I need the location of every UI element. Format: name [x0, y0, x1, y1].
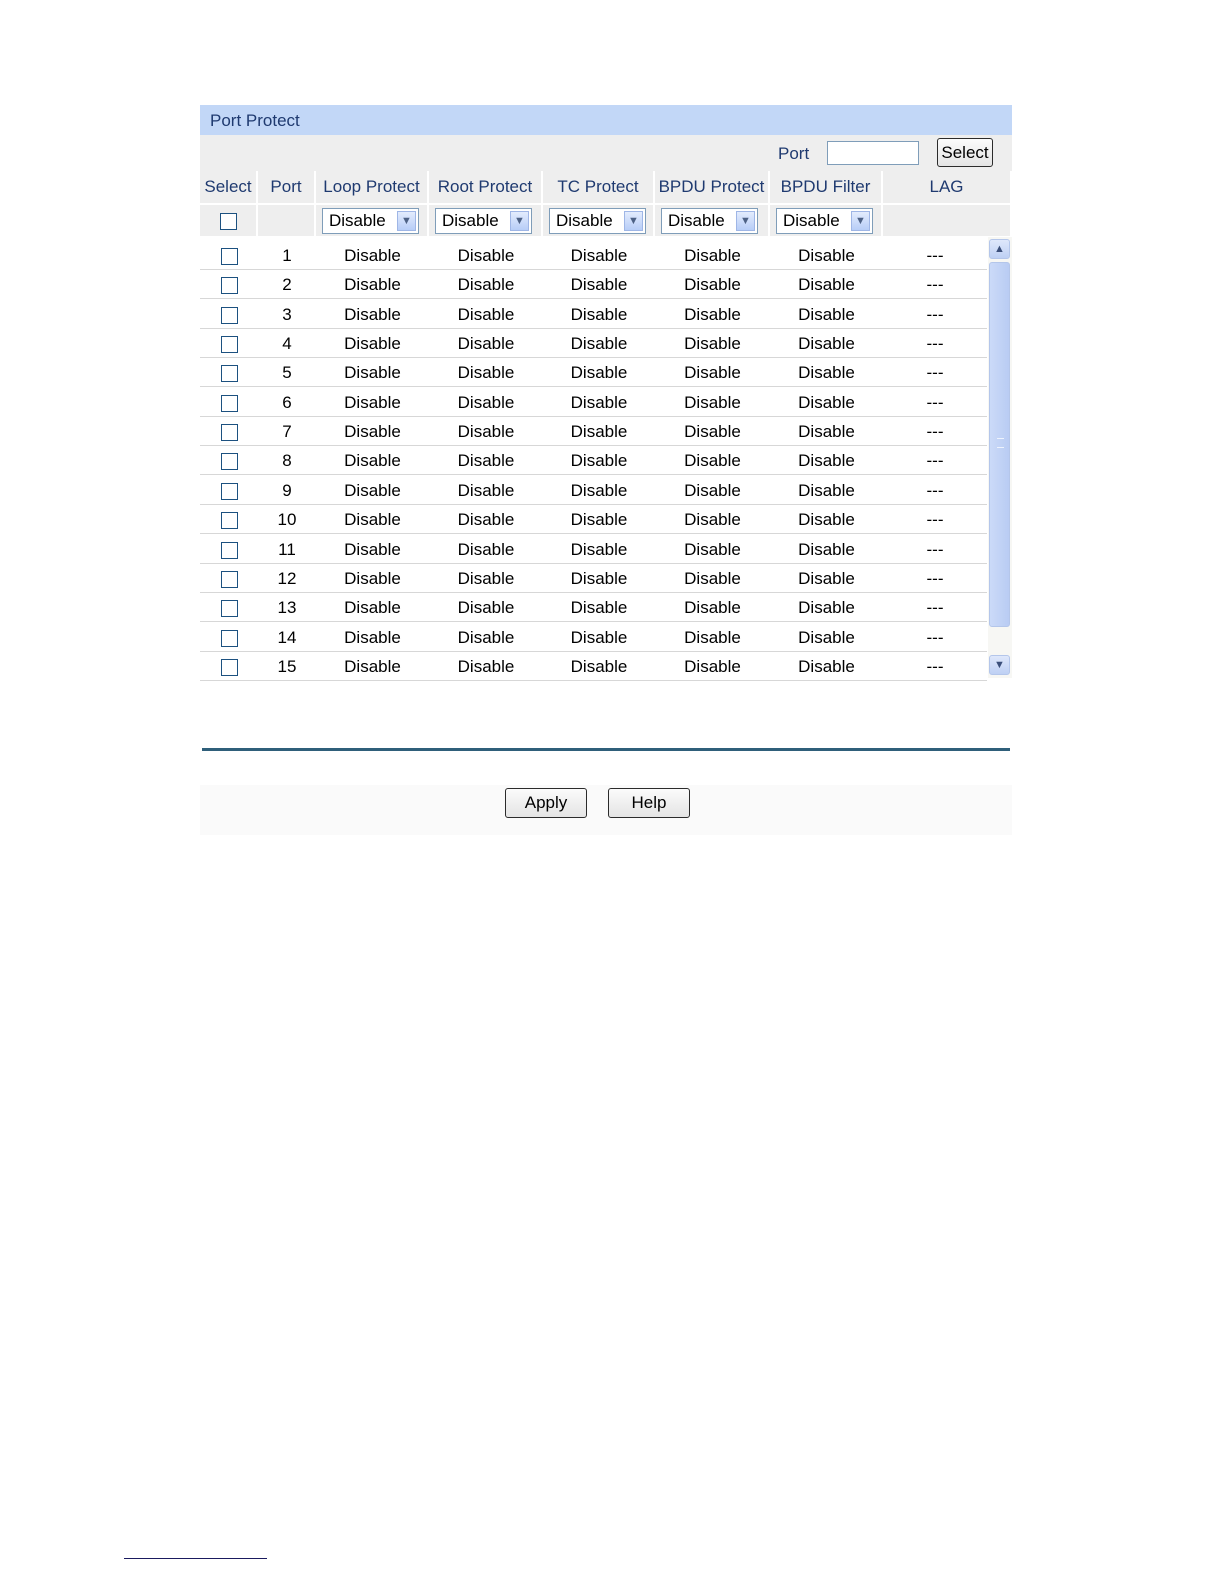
- port-search-input[interactable]: [827, 141, 919, 165]
- batch-dropdown[interactable]: [435, 208, 532, 234]
- table-cell: ---: [926, 246, 944, 265]
- table-cell: ---: [926, 363, 944, 383]
- table-cell: ---: [926, 334, 944, 354]
- row-select-cell: [200, 535, 258, 563]
- row-select-cell: [200, 329, 258, 357]
- row-checkbox[interactable]: [221, 600, 238, 617]
- grip-icon: [997, 438, 1004, 448]
- table-cell: Disable: [684, 363, 741, 383]
- batch-dropdown-value: Disable: [442, 211, 499, 230]
- table-cell: ---: [926, 422, 944, 442]
- row-checkbox[interactable]: [221, 453, 238, 470]
- column-header: TC Protect: [543, 171, 653, 203]
- table-cell: Disable: [570, 539, 628, 559]
- table-cell: ---: [926, 510, 944, 530]
- table-cell: ---: [926, 627, 944, 647]
- table-cell: Disable: [684, 568, 741, 588]
- table-cell: Disable: [344, 539, 401, 559]
- chevron-down-icon[interactable]: ▼: [624, 211, 643, 231]
- table-cell: Disable: [457, 363, 515, 383]
- table-cell: Disable: [344, 627, 401, 647]
- column-header: Root Protect: [429, 171, 541, 203]
- row-checkbox[interactable]: [221, 248, 238, 265]
- row-checkbox[interactable]: [221, 277, 238, 294]
- table-cell: Disable: [798, 510, 855, 530]
- action-bar: [200, 785, 1012, 835]
- table-row: [200, 652, 987, 681]
- table-cell: ---: [926, 304, 944, 324]
- table-row: [200, 623, 987, 652]
- table-cell: Disable: [570, 246, 628, 265]
- table-row: [200, 270, 987, 299]
- table-row: [200, 505, 987, 534]
- table-cell: ---: [926, 598, 944, 618]
- row-select-cell: [200, 358, 258, 386]
- table-cell: 3: [282, 304, 292, 324]
- batch-dropdown-value: Disable: [329, 211, 386, 230]
- table-cell: 13: [277, 598, 297, 618]
- table-cell: 2: [282, 275, 292, 295]
- table-cell: Disable: [570, 627, 628, 647]
- table-cell: 5: [282, 363, 292, 383]
- row-select-cell: [200, 446, 258, 474]
- port-protect-panel: [200, 105, 1012, 812]
- row-checkbox[interactable]: [221, 512, 238, 529]
- row-checkbox[interactable]: [221, 630, 238, 647]
- table-cell: Disable: [344, 304, 401, 324]
- table-cell: Disable: [344, 422, 401, 442]
- table-cell: Disable: [684, 275, 741, 295]
- table-cell: Disable: [570, 275, 628, 295]
- table-cell: Disable: [570, 480, 628, 500]
- table-cell: Disable: [798, 451, 855, 471]
- table-cell: Disable: [570, 422, 628, 442]
- row-select-cell: [200, 476, 258, 504]
- table-row: [200, 535, 987, 564]
- batch-dropdown[interactable]: [549, 208, 646, 234]
- row-select-cell: [200, 241, 258, 269]
- table-cell: 4: [282, 334, 292, 354]
- table-cell: Disable: [798, 422, 855, 442]
- row-select-cell: [200, 652, 258, 680]
- batch-cell: [200, 205, 256, 236]
- table-cell: Disable: [684, 304, 741, 324]
- table-cell: Disable: [457, 568, 515, 588]
- batch-dropdown-value: Disable: [556, 211, 613, 230]
- table-cell: 9: [282, 480, 292, 500]
- table-cell: 11: [278, 539, 296, 559]
- chevron-down-icon[interactable]: ▼: [397, 211, 416, 231]
- batch-dropdown-cell: [770, 205, 881, 236]
- table-cell: 1: [282, 246, 292, 265]
- help-button[interactable]: Help: [608, 788, 690, 818]
- table-cell: Disable: [684, 539, 741, 559]
- table-row: [200, 476, 987, 505]
- table-cell: 7: [282, 422, 292, 442]
- table-cell: Disable: [457, 275, 515, 295]
- row-checkbox[interactable]: [221, 365, 238, 382]
- table-cell: Disable: [684, 627, 741, 647]
- port-protect-table: [200, 171, 1012, 785]
- column-header: Select: [200, 171, 256, 203]
- table-cell: Disable: [344, 275, 401, 295]
- panel-title: Port Protect: [200, 105, 1012, 135]
- table-cell: Disable: [344, 451, 401, 471]
- row-checkbox[interactable]: [221, 483, 238, 500]
- table-cell: ---: [926, 275, 944, 295]
- table-cell: Disable: [798, 656, 855, 676]
- table-cell: Disable: [457, 510, 515, 530]
- port-list: [200, 241, 1012, 685]
- table-cell: Disable: [684, 451, 741, 471]
- table-scrollbar[interactable]: [988, 237, 1012, 678]
- table-row: [200, 329, 987, 358]
- table-cell: Disable: [798, 246, 855, 265]
- row-checkbox[interactable]: [221, 307, 238, 324]
- table-cell: Disable: [684, 656, 741, 676]
- batch-dropdown[interactable]: [322, 208, 419, 234]
- row-checkbox[interactable]: [221, 542, 238, 559]
- table-cell: Disable: [457, 598, 515, 618]
- table-cell: 10: [277, 510, 297, 530]
- table-cell: Disable: [570, 392, 628, 412]
- row-select-cell: [200, 564, 258, 592]
- port-search-label: Port: [778, 144, 810, 163]
- table-cell: Disable: [457, 304, 515, 324]
- batch-dropdown[interactable]: [661, 208, 758, 234]
- table-row: [200, 241, 987, 270]
- table-cell: Disable: [798, 304, 855, 324]
- table-row: [200, 300, 987, 329]
- row-select-cell: [200, 505, 258, 533]
- table-cell: Disable: [457, 334, 515, 354]
- select-button[interactable]: Select: [937, 138, 993, 167]
- apply-button[interactable]: Apply: [505, 788, 587, 818]
- batch-dropdown-cell: [543, 205, 653, 236]
- table-cell: Disable: [344, 246, 401, 265]
- row-checkbox[interactable]: [221, 659, 238, 676]
- table-cell: 6: [282, 392, 292, 412]
- table-cell: Disable: [570, 304, 628, 324]
- table-cell: Disable: [344, 363, 401, 383]
- chevron-down-icon[interactable]: ▼: [510, 211, 529, 231]
- scroll-up-icon[interactable]: ▲: [989, 239, 1010, 259]
- chevron-down-icon[interactable]: ▼: [736, 211, 755, 231]
- column-header: LAG: [883, 171, 1010, 203]
- row-select-cell: [200, 270, 258, 298]
- section-divider: [202, 748, 1010, 751]
- table-cell: ---: [926, 480, 944, 500]
- table-cell: Disable: [570, 656, 628, 676]
- table-row: [200, 417, 987, 446]
- row-checkbox[interactable]: [221, 395, 238, 412]
- table-cell: Disable: [798, 598, 855, 618]
- table-cell: ---: [926, 539, 944, 559]
- table-cell: Disable: [457, 627, 515, 647]
- table-cell: Disable: [798, 627, 855, 647]
- table-cell: ---: [926, 392, 944, 412]
- table-cell: Disable: [457, 246, 515, 265]
- table-cell: Disable: [457, 480, 515, 500]
- table-row: [200, 358, 987, 387]
- table-cell: Disable: [798, 539, 855, 559]
- table-cell: Disable: [798, 568, 855, 588]
- scrollbar-thumb[interactable]: [989, 262, 1010, 627]
- row-checkbox[interactable]: [221, 424, 238, 441]
- table-cell: Disable: [344, 334, 401, 354]
- table-cell: Disable: [457, 656, 515, 676]
- table-cell: Disable: [344, 656, 401, 676]
- footnote-rule: [124, 1558, 267, 1559]
- table-cell: Disable: [798, 392, 855, 412]
- table-cell: Disable: [570, 598, 628, 618]
- table-cell: Disable: [344, 598, 401, 618]
- table-cell: Disable: [570, 363, 628, 383]
- row-select-cell: [200, 300, 258, 328]
- table-cell: Disable: [570, 568, 628, 588]
- table-cell: Disable: [344, 510, 401, 530]
- table-cell: Disable: [570, 334, 628, 354]
- batch-dropdown-cell: [316, 205, 427, 236]
- column-header: BPDU Filter: [770, 171, 881, 203]
- table-cell: Disable: [457, 392, 515, 412]
- batch-cell: [258, 205, 314, 236]
- table-cell: Disable: [684, 422, 741, 442]
- row-select-cell: [200, 623, 258, 651]
- column-header: Port: [258, 171, 314, 203]
- row-select-cell: [200, 593, 258, 621]
- column-header: BPDU Protect: [655, 171, 768, 203]
- row-select-cell: [200, 417, 258, 445]
- batch-dropdown-cell: [429, 205, 541, 236]
- table-row: [200, 388, 987, 417]
- table-cell: Disable: [344, 568, 401, 588]
- table-cell: Disable: [457, 539, 515, 559]
- table-cell: ---: [926, 451, 944, 471]
- table-cell: Disable: [457, 422, 515, 442]
- table-cell: Disable: [798, 334, 855, 354]
- table-cell: Disable: [684, 334, 741, 354]
- table-row: [200, 564, 987, 593]
- table-cell: Disable: [798, 275, 855, 295]
- row-select-cell: [200, 388, 258, 416]
- table-cell: 12: [277, 568, 297, 588]
- port-search-bar: [200, 135, 1012, 172]
- table-cell: Disable: [684, 480, 741, 500]
- table-cell: Disable: [344, 392, 401, 412]
- table-cell: Disable: [570, 451, 628, 471]
- table-cell: 15: [277, 656, 297, 676]
- batch-cell: [883, 205, 1010, 236]
- table-cell: Disable: [684, 510, 741, 530]
- table-cell: Disable: [798, 363, 855, 383]
- table-cell: Disable: [684, 246, 741, 265]
- row-checkbox[interactable]: [221, 571, 238, 588]
- table-cell: Disable: [457, 451, 515, 471]
- batch-dropdown-value: Disable: [668, 211, 725, 230]
- table-cell: 14: [277, 627, 297, 647]
- table-cell: ---: [926, 656, 944, 676]
- table-cell: ---: [926, 568, 944, 588]
- table-cell: Disable: [570, 510, 628, 530]
- scroll-down-icon[interactable]: ▼: [989, 655, 1010, 675]
- table-cell: Disable: [798, 480, 855, 500]
- batch-dropdown[interactable]: [776, 208, 873, 234]
- row-checkbox[interactable]: [221, 336, 238, 353]
- select-all-checkbox[interactable]: [220, 213, 237, 230]
- chevron-down-icon[interactable]: ▼: [851, 211, 870, 231]
- table-row: [200, 593, 987, 622]
- table-row: [200, 446, 987, 475]
- table-cell: Disable: [684, 392, 741, 412]
- table-cell: Disable: [684, 598, 741, 618]
- batch-dropdown-cell: [655, 205, 768, 236]
- batch-dropdown-value: Disable: [783, 211, 840, 230]
- table-cell: Disable: [344, 480, 401, 500]
- table-cell: 8: [282, 451, 292, 471]
- column-header: Loop Protect: [316, 171, 427, 203]
